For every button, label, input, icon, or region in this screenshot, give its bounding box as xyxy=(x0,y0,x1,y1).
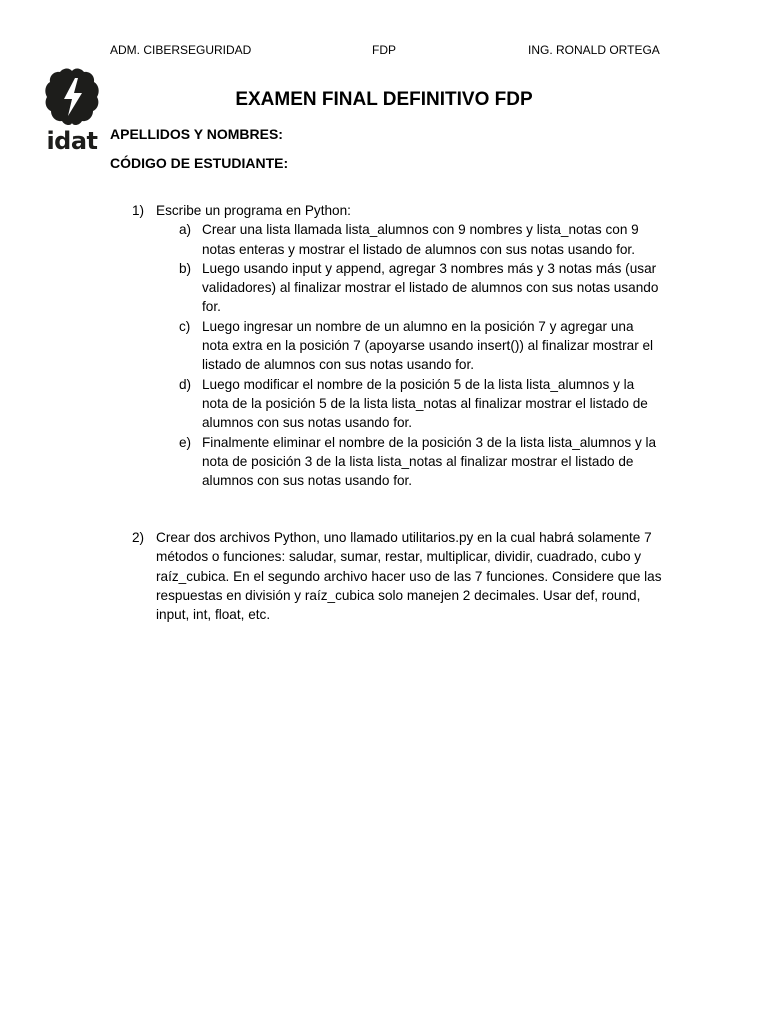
subquestion-letter: b) xyxy=(179,260,192,276)
student-name-label: APELLIDOS Y NOMBRES: xyxy=(110,126,283,142)
subquestion-letter: a) xyxy=(179,222,192,238)
question-text: Crear dos archivos Python, uno llamado utilitarios.py en la cual habrá solamente 7 métodos o funciones: saludar, sumar, restar, multiplicar, dividir, cuadrado, cubo y raíz_cubica. En el segundo archivo hacer uso de las 7 funciones. Considere que las respuestas en división y raíz_cubica solo manejen 2 decimales. Usar def, round, input, int, float, etc. xyxy=(156,530,662,623)
subquestion-text: Luego ingresar un nombre de un alumno en la posición 7 y agregar una nota extra en la posición 7 (apoyarse usando insert()) al finalizar mostrar el listado de alumnos con sus notas usando for. xyxy=(202,318,654,373)
subquestion-item xyxy=(132,220,662,259)
subquestion-text: Luego usando input y append, agregar 3 nombres más y 3 notas más (usar validadores) al finalizar mostrar el listado de alumnos con sus notas usando for. xyxy=(202,260,659,315)
idat-logo xyxy=(42,66,102,158)
subquestion-item xyxy=(132,433,662,491)
question-2 xyxy=(132,528,662,624)
header-teacher: ING. RONALD ORTEGA xyxy=(528,43,660,57)
subquestion-letter: e) xyxy=(179,434,192,450)
subquestion-text: Luego modificar el nombre de la posición 5 de la lista lista_alumnos y la nota de la posición 5 de la lista lista_notas al finalizar mostrar el listado de alumnos con sus notas usando for. xyxy=(202,376,648,431)
page-header xyxy=(0,43,768,59)
subquestion-text: Finalmente eliminar el nombre de la posición 3 de la lista lista_alumnos y la nota de posición 3 de la lista lista_notas al finalizar mostrar el listado de alumnos con sus notas usando for. xyxy=(202,434,657,489)
question-1 xyxy=(132,201,662,490)
logo-text: idat xyxy=(46,127,98,155)
question-number: 2) xyxy=(132,530,145,545)
subquestion-list xyxy=(132,220,662,490)
question-number: 1) xyxy=(132,203,145,218)
header-subject: FDP xyxy=(372,43,396,57)
subquestion-item xyxy=(132,317,662,375)
header-course: ADM. CIBERSEGURIDAD xyxy=(110,43,252,57)
question-text: Escribe un programa en Python: xyxy=(156,203,351,218)
subquestion-letter: d) xyxy=(179,376,192,392)
exam-title: EXAMEN FINAL DEFINITIVO FDP xyxy=(235,89,533,110)
subquestion-item xyxy=(132,375,662,433)
subquestion-item xyxy=(132,259,662,317)
subquestion-text: Crear una lista llamada lista_alumnos con 9 nombres y lista_notas con 9 notas enteras y mostrar el listado de alumnos con sus notas usando for. xyxy=(202,222,639,257)
student-code-label: CÓDIGO DE ESTUDIANTE: xyxy=(110,155,289,171)
subquestion-letter: c) xyxy=(179,318,191,334)
